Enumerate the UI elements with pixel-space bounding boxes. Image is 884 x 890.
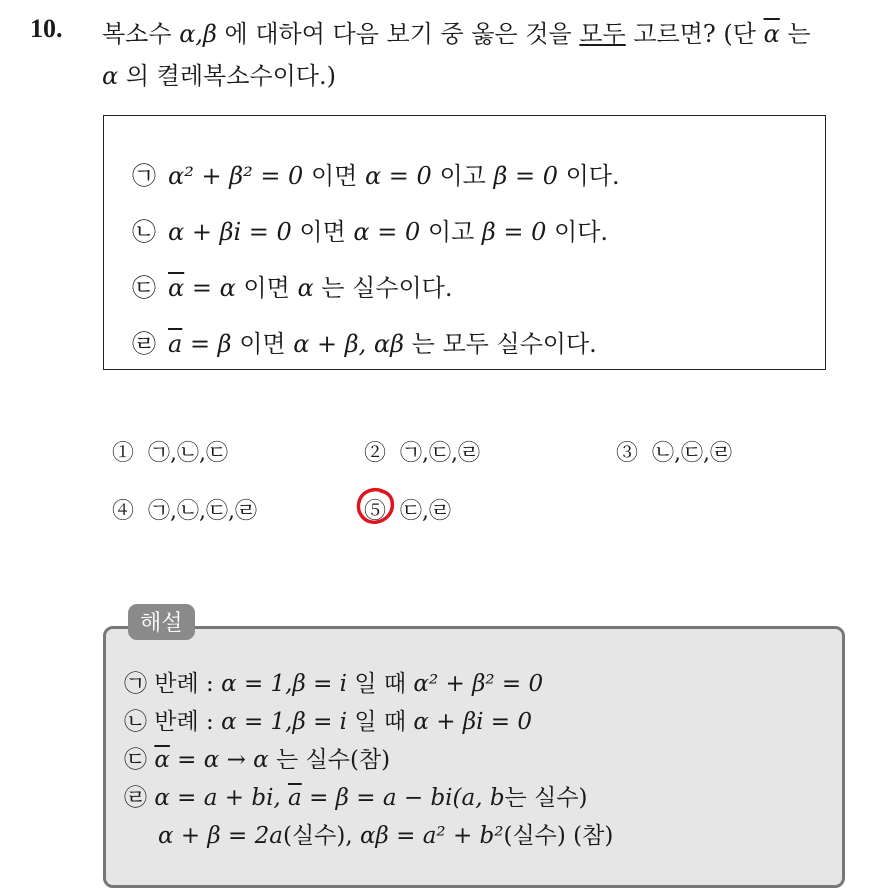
option-2[interactable]: ② ㉠,㉢,㉣ bbox=[364, 441, 481, 466]
option-4[interactable]: ④ ㉠,㉡,㉢,㉣ bbox=[112, 499, 257, 524]
explanation-panel bbox=[103, 626, 845, 888]
option-5[interactable]: ⑤ ㉢,㉣ bbox=[364, 499, 452, 524]
question-number: 10. bbox=[30, 14, 63, 43]
explanation-line-3: ㉢ $\overline{\alpha} = \alpha \to \alpha$ 는 실수(참) bbox=[124, 747, 391, 773]
question-line-1: 복소수 α,β 에 대하여 다음 보기 중 옳은 것을 모두 고르면? (단 $\overline{\alpha}$ 는 bbox=[102, 20, 811, 48]
explanation-line-1: ㉠ 반례 : α = 1,β = i 일 때 α² + β² = 0 bbox=[124, 671, 544, 697]
statement-box bbox=[103, 115, 826, 370]
option-3[interactable]: ③ ㉡,㉢,㉣ bbox=[616, 441, 733, 466]
statement-3: ㉢ $\overline{\alpha} = \alpha$ 이면 α 는 실수이다. bbox=[132, 274, 453, 302]
statement-4: ㉣ $\overline{a} = \beta$ 이면 α + β, αβ 는 모두 실수이다. bbox=[132, 330, 597, 358]
option-1[interactable]: ① ㉠,㉡,㉢ bbox=[112, 441, 229, 466]
statement-1: ㉠ α² + β² = 0 이면 α = 0 이고 β = 0 이다. bbox=[132, 162, 620, 190]
explanation-line-5: α + β = 2a(실수), αβ = a² + b²(실수) (참) bbox=[158, 823, 614, 849]
statement-2: ㉡ α + βi = 0 이면 α = 0 이고 β = 0 이다. bbox=[132, 218, 609, 246]
explanation-line-2: ㉡ 반례 : α = 1,β = i 일 때 α + βi = 0 bbox=[124, 709, 533, 735]
explanation-line-4: ㉣ α = a + bi, $\overline{a} = \beta = a - bi(a$, b는 실수) bbox=[124, 785, 588, 811]
explanation-tag: 해설 bbox=[128, 604, 195, 640]
answer-circle-mark bbox=[354, 484, 398, 528]
question-line-2: α 의 켤레복소수이다.) bbox=[102, 62, 336, 90]
